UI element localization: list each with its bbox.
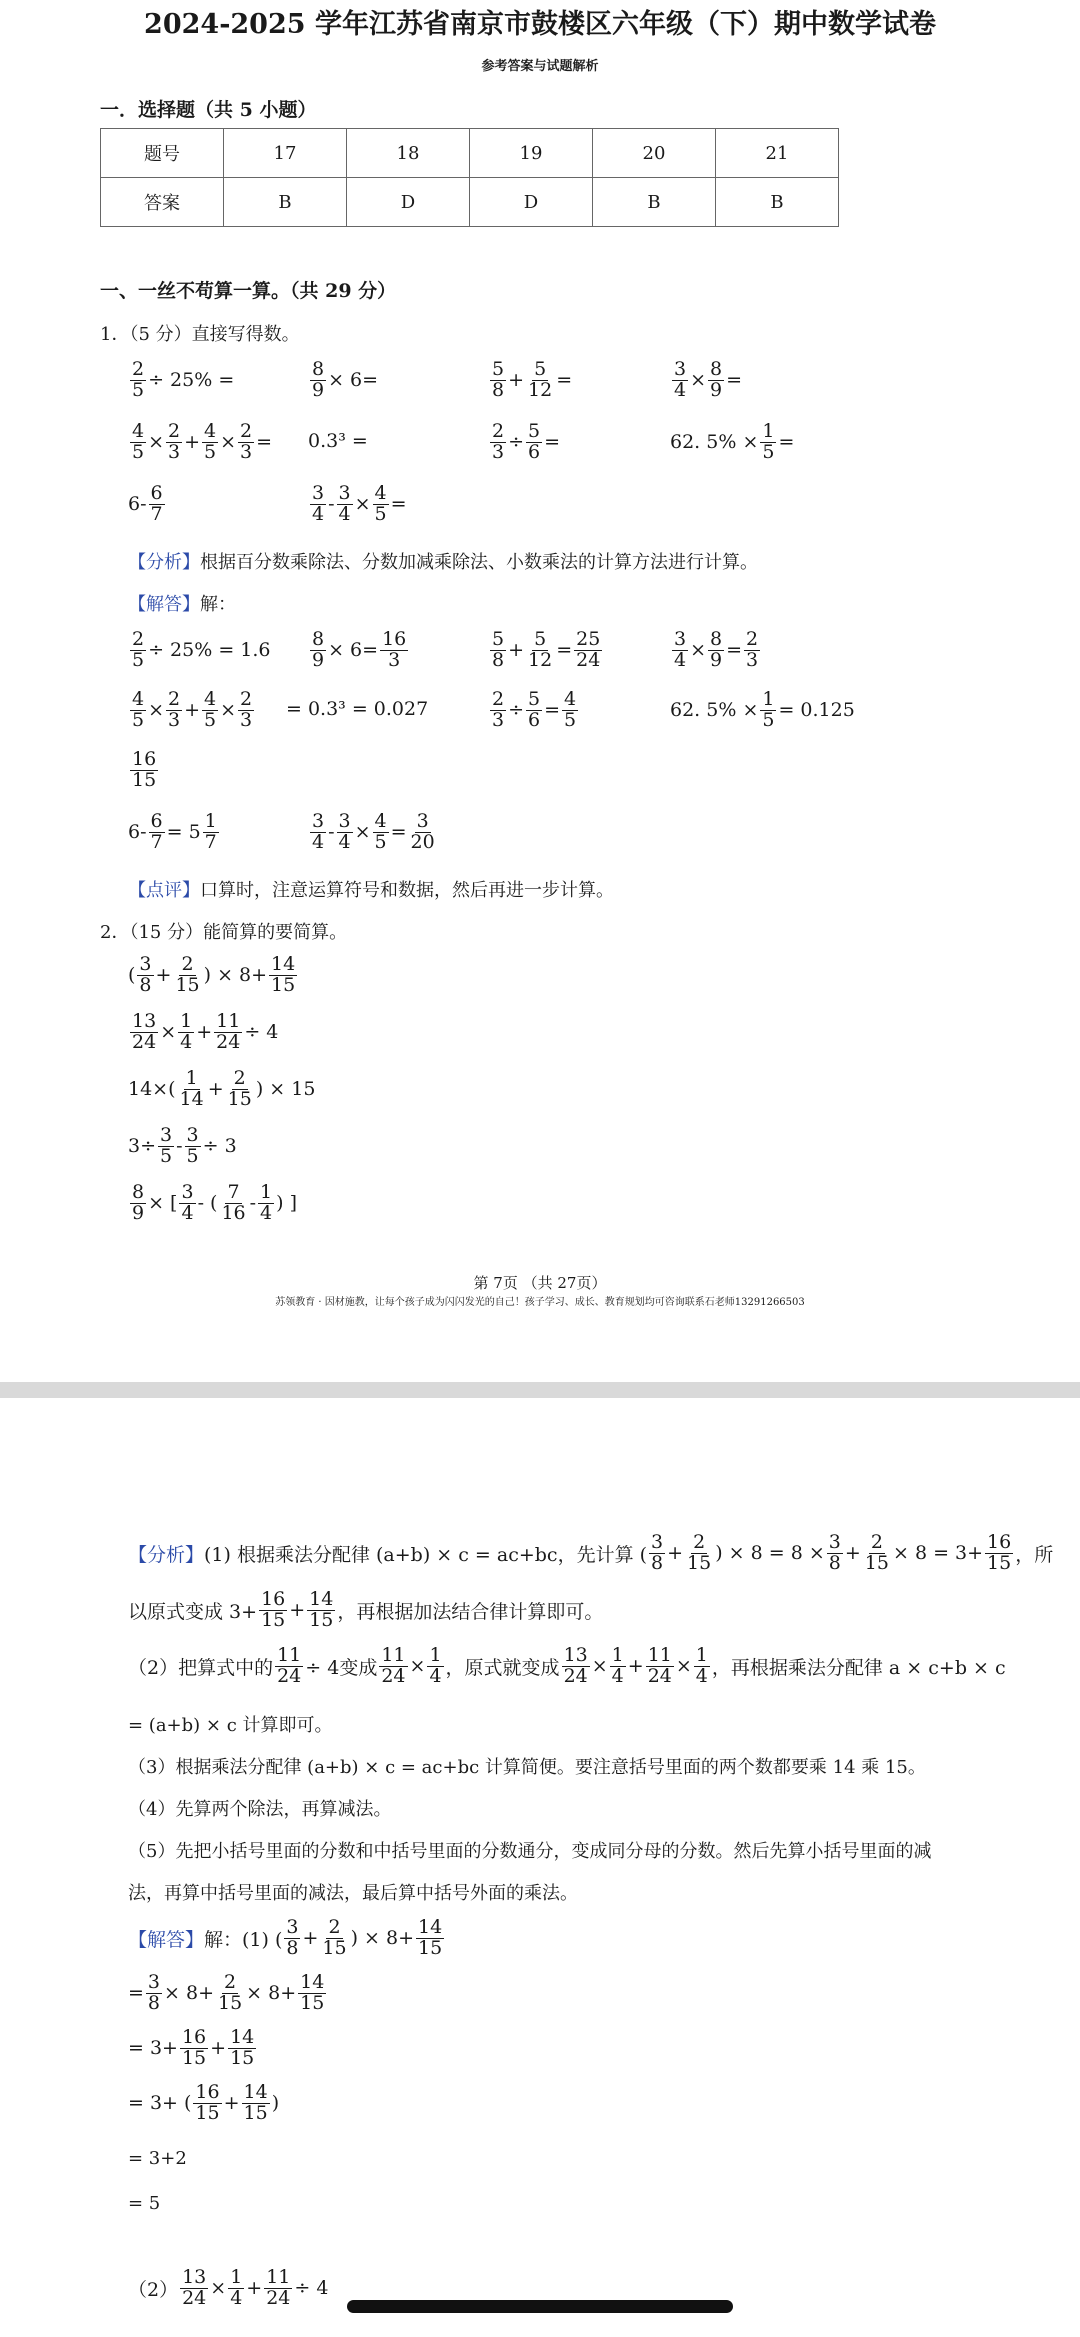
table-cell: 19	[470, 129, 593, 178]
analysis-2-line6: （4）先算两个除法，再算减法。	[128, 1799, 392, 1820]
expr-q1-a: $\frac{2}{5}$ ÷ 25% =	[132, 358, 235, 401]
expr-q1-i: 6- $\frac{6}{7}$	[128, 482, 163, 525]
analysis-2-line5: （3）根据乘法分配律 (a+b) × c = ac+bc 计算简便。要注意括号里面的两个数都要乘 14 乘 15。	[128, 1757, 926, 1778]
home-indicator-bar[interactable]	[347, 2300, 733, 2313]
table-cell: B	[716, 178, 839, 227]
expr-q2-1: ( $\frac{3}{8}$ + $\frac{2}{15}$ ) × 8+ $\frac{14}{15}$	[128, 953, 296, 996]
solution-2-head: 【解答】 解：(1) ( $\frac{3}{8}$ + $\frac{2}{15}$ ) × 8+ $\frac{14}{15}$	[128, 1916, 443, 1959]
table-cell: B	[224, 178, 347, 227]
expr-q2-4: 3÷ $\frac{3}{5}$ - $\frac{3}{5}$ ÷ 3	[128, 1124, 237, 1167]
expr-q1-b: $\frac{8}{9}$ × 6=	[312, 358, 379, 401]
table-cell: 21	[716, 129, 839, 178]
page-number: 第 7页 （共 27页）	[473, 1274, 607, 1292]
table-cell: B	[593, 178, 716, 227]
answer-label-1: 【解答】解：	[128, 594, 236, 615]
solution-2-step2: = 3+ $\frac{16}{15}$ + $\frac{14}{15}$	[128, 2026, 255, 2069]
table-row	[101, 178, 839, 227]
expr-q1-f: 0.3³ =	[308, 430, 368, 452]
footer-note: 苏领教育 · 因材施教，让每个孩子成为闪闪发光的自己！孩子学习、成长、教育规划均可咨询联系石老师13291266503	[275, 1297, 805, 1308]
solution-2-step3: = 3+ ( $\frac{16}{15}$ + $\frac{14}{15}$ )	[128, 2081, 280, 2124]
table-cell: 17	[224, 129, 347, 178]
expr-q2-2: $\frac{13}{24}$ × $\frac{1}{4}$ + $\frac{11}{24}$ ÷ 4	[132, 1010, 279, 1053]
table-cell: D	[347, 178, 470, 227]
expr-q2-3: 14×( $\frac{1}{14}$ + $\frac{2}{15}$ ) × 15	[128, 1067, 316, 1110]
answer-q1-c: $\frac{5}{8}$ + $\frac{5}{12}$ = $\frac{25}{24}$	[492, 628, 601, 671]
document-page-8	[0, 1398, 1080, 2337]
question-1: 1．（5 分）直接写得数。	[100, 324, 300, 345]
expr-q1-h: 62. 5% × $\frac{1}{5}$ =	[670, 420, 795, 463]
expr-q1-d: $\frac{3}{4}$ × $\frac{8}{9}$ =	[674, 358, 743, 401]
table-cell: 18	[347, 129, 470, 178]
answer-q1-g: $\frac{2}{3}$ ÷ $\frac{5}{6}$ = $\frac{4}{5}$	[492, 688, 577, 731]
table-cell: 题号	[101, 129, 224, 178]
table-cell: 20	[593, 129, 716, 178]
solution-2-step5: = 5	[128, 2193, 161, 2214]
answer-q1-e-result: $\frac{16}{15}$	[132, 748, 157, 791]
expr-q1-e: $\frac{4}{5}$ × $\frac{2}{3}$ + $\frac{4}{5}$ × $\frac{2}{3}$ =	[132, 420, 273, 463]
answer-q1-d: $\frac{3}{4}$ × $\frac{8}{9}$ = $\frac{2}{3}$	[674, 628, 759, 671]
document-subtitle: 参考答案与试题解析	[481, 59, 599, 74]
question-2: 2．（15 分）能简算的要简算。	[100, 922, 348, 943]
answer-q1-a: $\frac{2}{5}$ ÷ 25% = 1.6	[132, 628, 271, 671]
solution-2-step4: = 3+2	[128, 2148, 187, 2169]
solution-2-step1: = $\frac{3}{8}$ × 8+ $\frac{2}{15}$ × 8+ $\frac{14}{15}$	[128, 1971, 325, 2014]
solution-2-part2: （2） $\frac{13}{24}$ × $\frac{1}{4}$ + $\frac{11}{24}$ ÷ 4	[128, 2266, 329, 2309]
expr-q1-j: $\frac{3}{4}$ - $\frac{3}{4}$ × $\frac{4}{5}$ =	[312, 482, 407, 525]
section-heading-choice: 一．选择题（共 5 小题）	[100, 99, 317, 121]
answer-q1-j: $\frac{3}{4}$ - $\frac{3}{4}$ × $\frac{4}{5}$ = $\frac{3}{20}$	[312, 810, 435, 853]
comment-1: 【点评】口算时，注意运算符号和数据，然后再进一步计算。	[128, 880, 614, 901]
answer-q1-f: = 0.3³ = 0.027	[286, 698, 429, 720]
expr-q1-c: $\frac{5}{8}$ + $\frac{5}{12}$ =	[492, 358, 573, 401]
expr-q2-5: $\frac{8}{9}$ × [ $\frac{3}{4}$ - ( $\frac{7}{16}$ - $\frac{1}{4}$ ) ]	[132, 1181, 298, 1224]
answer-q1-h: 62. 5% × $\frac{1}{5}$ = 0.125	[670, 688, 855, 731]
analysis-2-line7: （5）先把小括号里面的分数和中括号里面的分数通分，变成同分母的分数。然后先算小括号里面的减	[128, 1841, 932, 1862]
table-row	[101, 129, 839, 178]
answer-q1-e: $\frac{4}{5}$ × $\frac{2}{3}$ + $\frac{4}{5}$ × $\frac{2}{3}$	[132, 688, 253, 731]
section-heading-calc: 一、一丝不苟算一算。（共 29 分）	[100, 280, 397, 302]
answer-table	[100, 128, 839, 227]
answer-q1-b: $\frac{8}{9}$ × 6= $\frac{16}{3}$	[312, 628, 407, 671]
table-cell: 答案	[101, 178, 224, 227]
document-title: 2024-2025 学年江苏省南京市鼓楼区六年级（下）期中数学试卷	[144, 9, 936, 40]
answer-q1-i: 6- $\frac{6}{7}$ = 5 $\frac{1}{7}$	[128, 810, 217, 853]
analysis-2-line4: = (a+b) × c 计算即可。	[128, 1715, 333, 1736]
analysis-2-line1: 【分析】 (1) 根据乘法分配律 (a+b) × c = ac+bc，先计算 ( $\frac{3}{8}$ + $\frac{2}{15}$ ) × 8 = 8 × $\frac{3}{8}$ + $\frac{2}{15}$ × 8 = 3+ $\frac{16}{15}$ ，所	[128, 1531, 1054, 1574]
analysis-2-line3: （2）把算式中的 $\frac{11}{24}$ ÷ 4变成 $\frac{11}{24}$ × $\frac{1}{4}$ ，原式就变成 $\frac{13}{24}$ × $\frac{1}{4}$ + $\frac{11}{24}$ × $\frac{1}{4}$ ，再根据乘法分配律 a × c+b × c	[128, 1644, 1006, 1687]
analysis-1: 【分析】根据百分数乘除法、分数加减乘除法、小数乘法的计算方法进行计算。	[128, 552, 758, 573]
analysis-2-line2: 以原式变成 3+ $\frac{16}{15}$ + $\frac{14}{15}$ ，再根据加法结合律计算即可。	[128, 1588, 604, 1631]
analysis-2-line8: 法，再算中括号里面的减法，最后算中括号外面的乘法。	[128, 1883, 578, 1904]
expr-q1-g: $\frac{2}{3}$ ÷ $\frac{5}{6}$ =	[492, 420, 561, 463]
table-cell: D	[470, 178, 593, 227]
